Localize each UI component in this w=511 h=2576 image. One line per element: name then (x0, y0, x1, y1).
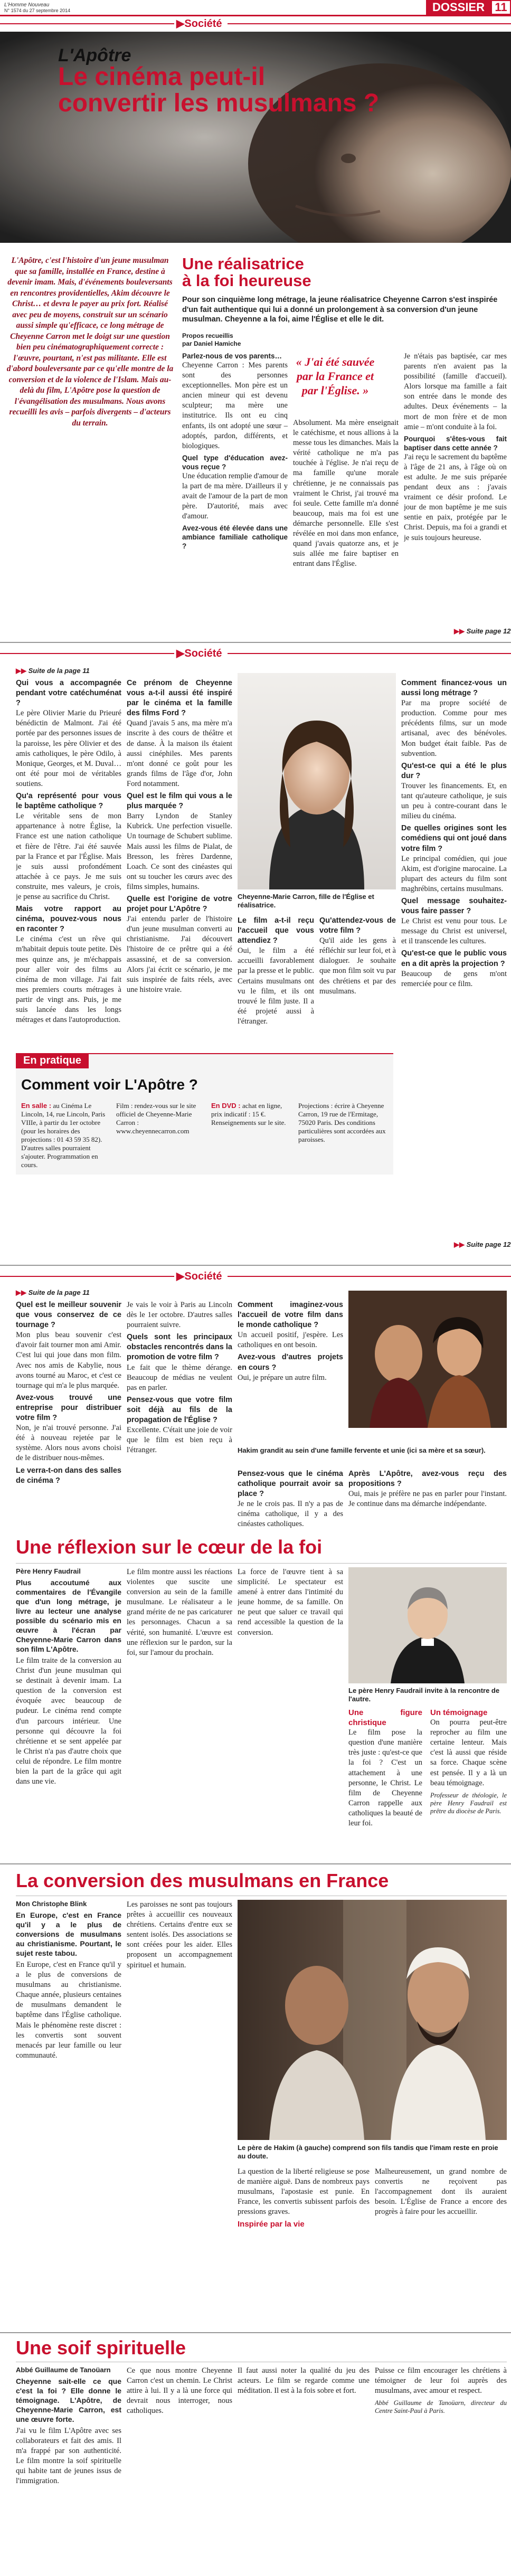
en-pratique-title: Comment voir L'Apôtre ? (21, 1076, 198, 1093)
col-2 (127, 1567, 232, 1852)
col-1 (16, 2376, 121, 2566)
col-3 (238, 2366, 370, 2566)
title-rule (16, 1563, 507, 1564)
col-2 (127, 2366, 232, 2566)
col-3-text: La force de l'œuvre tient à sa simplicité. Le spectateur est amené à entrer dans l'intimité du jeune homme, de sa famille. On ne peut que saluer ce travail qui rend accessible la question de la conversion. (238, 1568, 343, 1637)
col-4-text: Puisse ce film encourager les chrétiens à témoigner de leur foi auprès des musulmans, avec amour et respect. (375, 2366, 507, 2395)
salle-label: En salle : (21, 1102, 52, 1110)
question-6: Quelle est l'origine de votre projet pour L'Apôtre ? (127, 894, 232, 914)
family-photo (348, 1291, 507, 1428)
question-7: Le film a-t-il reçu l'accueil que vous attendiez ? (238, 916, 314, 945)
col-3 (404, 352, 507, 626)
answer-7: Oui, le film a été accueilli favorablement par la presse et le public. Certains musulmans ont vu le film, et ils ont trouvé le film juste. Il a été projeté aussi à l'étranger. (238, 946, 314, 1026)
suite-page: ▶▶ Suite page 12 (454, 1240, 511, 1248)
question-5: Pensez-vous que votre film soit déjà au fils de la propagation de l'Église ? (127, 1395, 232, 1425)
byline-label: Propos recueillis (182, 332, 233, 339)
kicker: L'Apôtre (58, 45, 131, 65)
col-4 (238, 1469, 343, 1532)
col-2 (127, 1900, 232, 2322)
col-5-text: On pourra peut-être reprocher au film une certaine lenteur. Mais c'est là aussi que réside sa force. Chaque scène est pensée. Il y a là un beau témoignage. (430, 1718, 507, 1787)
answer-2: Une éducation remplie d'amour de la part de ma mère. D'ailleurs il y avait de l'amour de la part de mon père. D'autorité, mais avec d'amour. (182, 471, 288, 521)
question-1: Parlez-nous de vos parents… (182, 352, 282, 360)
question-12: Quel message souhaitez-vous faire passer ? (401, 896, 507, 916)
salle-text: au Cinéma Le Lincoln, 14, rue Lincoln, Paris VIIIe, à partir du 1er octobre (pour les horaires des projections : 01 43 59 35 82). D'autres salles pourraient s'ajouter. Programmation en cours. (21, 1102, 106, 1169)
col-1-text: Le film traite de la conversion au Christ d'un jeune musulman qui se destinait à devenir imam. La question de la conversion est évoquée avec beaucoup de pudeur. Le cinéma rend compte d'un parcours intérieur. Une personne qui découvre la foi chrétienne et se sent appelée par le Christ n'a pas d'autre choix que celui de répondre. Le film montre bien la part de la grâce qui agit dans une vie. (16, 1656, 121, 1786)
col-2 (293, 418, 399, 629)
question-8: Qu'attendez-vous de votre film ? (319, 916, 396, 935)
question-4: Ce prénom de Cheyenne vous a-t-il aussi été inspiré par le cinéma et la famille des films Ford ? (127, 679, 232, 718)
question-4: Pourquoi s'êtes-vous fait baptiser dans cette année ? (404, 434, 507, 452)
question-2: Quel type d'éducation avez-vous reçue ? (182, 453, 288, 471)
section-divider (0, 1265, 511, 1266)
answer-3: Absolument. Ma mère enseignait le catéchisme, et nous allions à la messe tous les dimanches. Mais la vérité catholique ne m'a pas touchée à l'église. Je n'ai reçu de ma famille qu'une morale chrétienne, je ne connaissais pas vraiment le Christ, j'ai trouvé ma foi seule. Cette famille m'a donné beaucoup, mais ma foi est une démarche personnelle. Elle s'est révélée en moi dans mon enfance, quand j'avais quatorze ans, et je suis allée me faire baptiser en entrant dans l'Église. (293, 419, 399, 569)
col-4-text: Le film pose la question d'une manière très juste : qu'est-ce que la foi ? C'est un attachement à une personne, le Christ. Le film de Cheyenne Carron rappelle aux catholiques la beauté de leur foi. (348, 1728, 422, 1828)
byline: Mon Christophe Blink (16, 1900, 87, 1908)
col-5 (348, 1469, 507, 1532)
col-4 (375, 2167, 507, 2320)
suite-from: ▶▶ Suite de la page 11 (16, 1289, 90, 1296)
subhead-1: Une figure christique (348, 1708, 422, 1728)
portrait-photo (238, 673, 396, 889)
col-4 (319, 916, 396, 1074)
footnote: Abbé Guillaume de Tanoüarn, directeur du Centre Saint-Paul à Paris. (375, 2399, 507, 2415)
section-rule (0, 653, 511, 654)
col-1 (16, 1910, 121, 2322)
answer-1: Cheyenne Carron : Mes parents sont des personnes exceptionnelles. Mon père est un ancien mineur qui est devenu sculpteur; ma mère une institutrice. Ils ont eu cinq enfants, ils ont adopté une sœur – adoptés, pardon, différents, et biologiques. (182, 361, 288, 450)
byline: Père Henry Faudrail (16, 1567, 81, 1575)
page-number: 11 (491, 0, 511, 15)
answer-2: Non, je n'ai trouvé personne. J'ai été à nouveau rejetée par le système. Alors nous avons choisi de le distribuer nous-mêmes. (16, 1424, 121, 1463)
section-title: La conversion des musulmans en France (16, 1870, 389, 1891)
col-3 (238, 1300, 343, 1443)
answer-13: Beaucoup de gens m'ont remerciée pour ce film. (401, 969, 507, 988)
question-11: De quelles origines sont les comédiens qui ont joué dans votre film ? (401, 824, 507, 853)
en-pratique-projection: Projections : écrire à Cheyenne Carron, 19 rue de l'Ermitage, 75020 Paris. Des conditions particulières sont accordées aux paroisses. (298, 1102, 386, 1143)
header-rule (0, 15, 511, 16)
byline-author: par Daniel Hamiche (182, 340, 241, 347)
subhead: Inspirée par la vie (238, 2220, 305, 2229)
lead: Plus accoutumé aux commentaires de l'Évangile que d'un long métrage, je livre au lecteur une analyse possible du scénario mis en œuvre à l'écran par Cheyenne-Marie Carron dans son film L'Apôtre. (16, 1578, 121, 1653)
col-3 (238, 2167, 370, 2320)
section-rule (0, 23, 511, 24)
en-pratique-label: En pratique (16, 1053, 89, 1068)
col-1-text: J'ai vu le film L'Apôtre avec ses collaborateurs et fait des amis. Il m'a frappé par son authenticité. Le film montre la soif spirituelle qui habite tant de jeunes issus de l'immigration. (16, 2427, 121, 2486)
dvd-text: achat en ligne, prix indicatif : 15 €. Renseignements sur le site. (211, 1102, 286, 1126)
section-label: ▶Société (174, 17, 228, 30)
section-4 (0, 1533, 511, 1861)
photo-caption: Hakim grandit au sein d'une famille fervente et unie (ici sa mère et sa sœur). (238, 1446, 486, 1454)
col-2-text: Le film montre aussi les réactions violentes que suscite une conversion au sein de la famille musulmane. Le réalisateur a le grand mérite de ne pas caricaturer les personnages. Chacun a sa vérité, son humanité. L'œuvre est une réflexion sur le pardon, sur la foi, sur l'amour du prochain. (127, 1568, 232, 1657)
question-8: Avez-vous d'autres projets en cours ? (238, 1353, 343, 1372)
question-3: Le verra-t-on dans des salles de cinéma ? (16, 1466, 121, 1485)
col-2-text: Les paroisses ne sont pas toujours prêtes à accueillir ces nouveaux chrétiens. Certains d'entre eux se sentent isolés. Des associations se sont créées pour les aider. Elles proposent un accompagnement spirituel et humain. (127, 1900, 232, 1969)
section-divider (0, 642, 511, 643)
col-5 (401, 678, 507, 1238)
answer-3: Le cinéma c'est un rêve qui m'habitait depuis toute petite. Dès mes quinze ans, je m'échappais pour aller voir des films au cinéma de mon village. J'ai fait mes premiers courts métrages à partir de vingt ans. Puis, je me suis lancée dans les longs métrages et dans l'autoproduction. (16, 935, 121, 1025)
answer-1: Le père Olivier Marie du Prieuré bénédictin de Malmont. J'ai été portée par des personnes issues de la paroisse, les père Olivier et des amis catholiques, le père Odilo, à Monique, Georges, et M. Duval… ont été pour moi de véritables soutiens. (16, 709, 121, 788)
answer-8: Qu'il aide les gens à réfléchir sur leur foi, et à dialoguer. Je souhaite que mon film soit vu par des chrétiens et par des musulmans. (319, 936, 396, 996)
photo-caption: Cheyenne-Marie Carron, fille de l'Église et réalisatrice. (238, 893, 374, 909)
issue-number: N° 1574 du 27 septembre 2014 (4, 8, 71, 13)
answer-1: Mon plus beau souvenir c'est d'avoir fait tourner mon ami Amir. C'est lui qui joue dans mon film. Avec nos amis de Kabylie, nous avons tourné au Maroc, et c'est ce tournage qui m'a le plus marquée. (16, 1331, 121, 1390)
en-pratique-dvd (211, 1102, 290, 1127)
section-1 (0, 17, 511, 640)
question-4: Quels sont les principaux obstacles rencontrés dans la promotion de votre film ? (127, 1333, 232, 1362)
answer-4: Le fait que le thème dérange. Beaucoup de médias ne veulent pas en parler. (127, 1363, 232, 1392)
title-line-2: convertir les musulmans ? (58, 89, 380, 117)
subhead-2: Un témoignage (430, 1708, 488, 1717)
question-9: Comment financez-vous un aussi long métrage ? (401, 679, 507, 698)
question-9: Après L'Apôtre, avez-vous reçu des propositions ? (348, 1470, 507, 1489)
lead: Cheyenne sait-elle ce que c'est la foi ? Elle donne le témoignage. L'Apôtre, de Cheyenne-Marie Carron, est une œuvre forte. (16, 2377, 121, 2423)
col-4 (348, 1708, 422, 1850)
answer-7: Je ne le crois pas. Il n'y a pas de cinéma catholique, il y a des cinéastes catholiques. (238, 1500, 343, 1529)
question-3: Mais votre rapport au cinéma, pouvez-vous nous en raconter ? (16, 905, 121, 934)
page-header (0, 0, 511, 15)
article-lead: Pour son cinquième long métrage, la jeune réalisatrice Cheyenne Carron s'est inspirée d'un fait authentique qui lui a donné un prolongement à sa conversion d'un jeune musulman. Cheyenne a la foi, aime l'Église et elle le dit. (182, 296, 498, 324)
en-pratique-film: Film : rendez-vous sur le site officiel de Cheyenne-Marie Carron : www.cheyennecarron.com (116, 1102, 196, 1135)
col-3 (238, 1567, 343, 1852)
answer-6: J'ai entendu parler de l'histoire d'un jeune musulman converti au christianisme. J'ai découvert l'histoire de ce prêtre qui a été assassiné, et de sa conversion. Alors j'ai écrit ce scénario, je me suis inspirée de faits réels, avec une histoire vraie. (127, 915, 232, 994)
col-1 (16, 678, 121, 1037)
en-pratique-box (16, 1053, 393, 1175)
answer-4: J'ai reçu le sacrement du baptême à l'âge de 21 ans, à l'âge où on est adulte. Je me suis préparée pendant deux ans : j'avais vraiment ce désir profond. Le jour de mon baptême je me suis sentie en paix, protégée par le Christ. Depuis, ma foi a grandi et je suis toujours heureuse. (404, 452, 507, 542)
answer-6: Un accueil positif, j'espère. Les catholiques en ont besoin. (238, 1331, 343, 1350)
section-divider (0, 1863, 511, 1864)
col-2-text: Ce que nous montre Cheyenne Carron c'est un chemin. Le Christ attire à lui. Il y a là une force qui devrait nous interroger, nous catholiques. (127, 2366, 232, 2416)
answer-3b: Je n'étais pas baptisée, car mes parents n'en avaient pas la possibilité (famille d'accueil). Alors lorsque ma famille a fait son entrée dans le monde des adultes. Deux événements – la mort de mon frère et de mon amie – m'ont conduite à la foi. (404, 352, 507, 431)
section-6 (0, 2334, 511, 2572)
question-7: Pensez-vous que le cinéma catholique pourrait avoir sa place ? (238, 1470, 343, 1499)
answer-2: Le véritable sens de mon appartenance à notre Église, la France est une nation catholique et fière de l'être. J'ai été sauvée par la France et par l'Église. Mais je suis aussi profondément attachée à ce pays. Je me suis construite, mes valeurs, je crois, je pense au sacrifice du Christ. (16, 812, 121, 901)
question-2: Qu'a représenté pour vous le baptême catholique ? (16, 792, 121, 811)
question-13: Qu'est-ce que le public vous en a dit après la projection ? (401, 949, 507, 968)
col-5 (430, 1708, 507, 1850)
question-6: Comment imaginez-vous l'accueil de votre film dans le monde catholique ? (238, 1301, 343, 1330)
byline (182, 332, 256, 348)
en-pratique-salle (21, 1102, 108, 1169)
intro-text: L'Apôtre, c'est l'histoire d'un jeune musulman que sa famille, installée en France, destine à devenir imam. Mais, d'événements bouleversants en rencontres providentielles, Akim découvre le Christ… et devra le payer au prix fort. Réalisé avec peu de moyens, construit sur un scénario aussi simple qu'efficace, ce long métrage de Cheyenne Carron met le doigt sur une question bien peu cinématographiquement correcte : l'œuvre, pourtant, n'est pas militante. Elle est d'abord bouleversante par ce qu'elle montre de la conversion et de la violence de l'Islam. Mais au-delà du film, L'Apôtre pose la question de l'évangélisation des musulmans. Nous avons recueilli les avis – parfois divergents – d'acteurs du terrain. (6, 256, 174, 428)
col-4-text: Malheureusement, un grand nombre de convertis ne reçoivent pas l'accompagnement dont ils auraient besoin. L'Église de France a encore des progrès à faire pour les accueillir. (375, 2167, 507, 2217)
article-title-2: à la foi heureuse (182, 271, 311, 290)
question-1: Qui vous a accompagnée pendant votre catéchuménat ? (16, 679, 121, 708)
priest-photo (348, 1567, 507, 1683)
answer-4: Quand j'avais 5 ans, ma mère m'a inscrite à des cours de théâtre et de danse. À la maison ils étaient aussi cinéphiles. Mes parents m'ont donné ce goût pour les grands films de l'âge d'or, John Ford notamment. (127, 719, 232, 788)
lead: En Europe, c'est en France qu'il y a le plus de conversions de musulmans au christianisme. Pourtant, le sujet reste tabou. (16, 1911, 121, 1957)
byline: Abbé Guillaume de Tanoüarn (16, 2366, 111, 2374)
question-1: Quel est le meilleur souvenir que vous conservez de ce tournage ? (16, 1301, 121, 1330)
col-2 (127, 1300, 232, 1532)
section-label: ▶Société (174, 1270, 228, 1283)
article-title-1: Une réalisatrice (182, 254, 304, 273)
answer-12: Le Christ est venu pour tous. Le message du Christ est universel, et il transcende les cultures. (401, 917, 507, 946)
photo-caption: Le père Henry Faudrail invite à la rencontre de l'autre. (348, 1687, 500, 1703)
section-5 (0, 1866, 511, 2331)
answer-5: Excellente. C'était une joie de voir que le film est bien reçu à l'étranger. (127, 1426, 232, 1455)
question-2: Avez-vous trouvé une entreprise pour distribuer votre film ? (16, 1393, 121, 1423)
photo-caption: Le père de Hakim (à gauche) comprend son fils tandis que l'imam reste en proie au doute. (238, 2144, 498, 2160)
section-title: Une réflexion sur le cœur de la foi (16, 1536, 323, 1558)
answer-9: Par ma propre société de production. Comme pour mes précédents films, sur un mode artisanal, avec des bénévoles. Mon budget était faible. Pas de subvention. (401, 699, 507, 758)
footnote: Professeur de théologie, le père Henry Faudrail est prêtre du diocèse de Paris. (430, 1791, 507, 1815)
col-1 (182, 352, 288, 631)
section-divider (0, 2332, 511, 2333)
answer-3: Je vais le voir à Paris au Lincoln dès le 1er octobre. D'autres salles pourraient suivre. (127, 1301, 232, 1330)
col-4 (375, 2366, 507, 2566)
answer-5: Barry Lyndon de Stanley Kubrick. Une perfection visuelle. Un tournage de Schubert sublime. Mais aussi les films de Pialat, de Bresson, les frères Dardenne, Loach. Ce sont des cinéastes qui ont su toucher les cœurs avec des films simples, humains. (127, 812, 232, 891)
answer-8: Oui, je prépare un autre film. (238, 1373, 327, 1382)
answer-11: Le principal comédien, qui joue Akim, est d'origine marocaine. La plupart des acteurs du film sont maghrébins, certains musulmans. (401, 854, 507, 893)
question-5: Quel est le film qui vous a le plus marquée ? (127, 792, 232, 811)
imam-photo (238, 1900, 507, 2140)
answer-10: Trouver les financements. Et, en tant qu'auteure catholique, je suis un peu à contre-courant dans le milieu du cinéma. (401, 781, 507, 821)
section-label: ▶Société (174, 647, 228, 660)
col-3-text: La question de la liberté religieuse se pose de manière aiguë. Dans de nombreux pays musulmans, l'apostasie est punie. En France, les convertis subissent parfois des pressions graves. (238, 2167, 370, 2217)
suite-page: ▶▶ Suite page 12 (454, 627, 511, 635)
col-2 (127, 678, 232, 1037)
col-1 (16, 1300, 121, 1532)
paper-name: L'Homme Nouveau (4, 2, 50, 8)
section-2 (0, 647, 511, 1264)
dvd-label: En DVD : (211, 1102, 241, 1110)
col-1-text: En Europe, c'est en France qu'il y a le plus de conversions de musulmans au christianisme. Chaque année, plusieurs centaines de musulmans demandent le baptême dans l'Église catholique. Mais le phénomène reste discret : les convertis sont souvent menacés par leur famille ou leur communauté. (16, 1961, 121, 2060)
col-3 (238, 916, 314, 1074)
title-line-1: Le cinéma peut-il (58, 63, 266, 91)
pull-quote: « J'ai été sauvée par la France et par l'Église. » (296, 355, 375, 397)
question-3: Avez-vous été élevée dans une ambiance familiale catholique ? (182, 524, 288, 551)
section-title: Une soif spirituelle (16, 2337, 186, 2359)
answer-9: Oui, mais je préfère ne pas en parler pour l'instant. Je continue dans ma démarche indépendante. (348, 1490, 507, 1509)
col-1 (16, 1578, 121, 1852)
dossier-label: DOSSIER (426, 0, 491, 15)
question-10: Qu'est-ce qui a été le plus dur ? (401, 761, 507, 780)
section-3 (0, 1270, 511, 1533)
col-3-text: Il faut aussi noter la qualité du jeu des acteurs. Le film se regarde comme une méditation. Il est à la fois sobre et fort. (238, 2366, 370, 2395)
section-rule (0, 1276, 511, 1277)
suite-from: ▶▶ Suite de la page 11 (16, 667, 90, 675)
